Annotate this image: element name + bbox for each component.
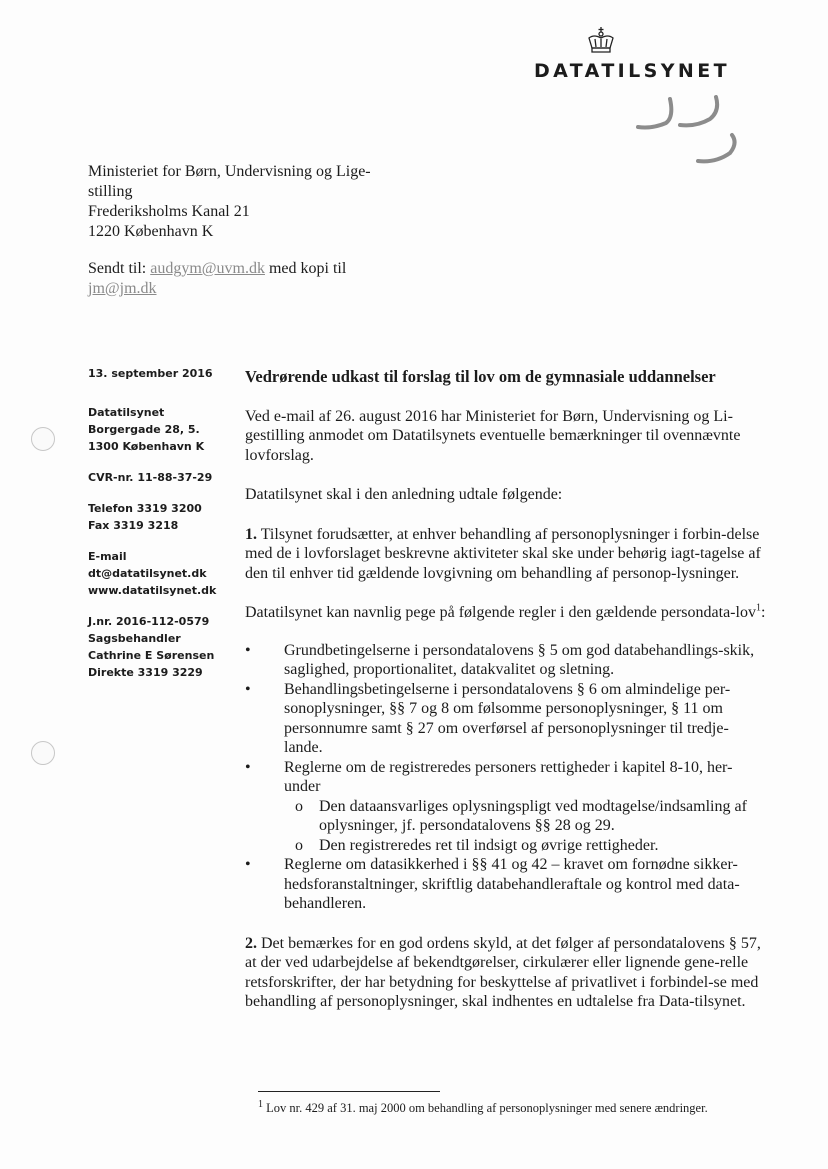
bullet-icon: • (245, 758, 251, 776)
copy-email-link[interactable]: jm@jm.dk (88, 280, 157, 297)
sublist-item (245, 797, 767, 836)
sublist-item-text: Den registreredes ret til indsigt og øvrige rettigheder. (319, 836, 659, 854)
circle-bullet-icon: o (295, 836, 303, 854)
point-1-paragraph (245, 525, 767, 584)
logo-wordmark: DATATILSYNET (534, 60, 730, 82)
rights-sublist (245, 797, 767, 856)
letter-body (245, 367, 767, 1032)
rules-intro-paragraph (245, 603, 767, 623)
cvr-number: CVR-nr. 11-88-37-29 (88, 471, 213, 484)
point-1-number: 1. (245, 525, 257, 543)
org-website: www.datatilsynet.dk (88, 584, 217, 597)
list-item-text: Reglerne om de registreredes personers rettigheder i kapitel 8-10, her-under (284, 758, 733, 795)
list-item-text: Behandlingsbetingelserne i persondatalovens § 6 om almindelige per-sonoplysninger, §§ 7 og 8 om følsomme personoplysninger, § 11 om personnumre samt § 27 om overførsel af personoplysninger til tredje-lande. (284, 680, 731, 756)
bullet-icon: • (245, 856, 251, 873)
point-2-number: 2. (245, 934, 257, 952)
footnote-divider (258, 1091, 440, 1092)
address-line: Frederiksholms Kanal 21 (88, 203, 250, 220)
list-item (245, 855, 767, 914)
fax-number: Fax 3319 3218 (88, 519, 179, 532)
recipient-address (88, 162, 408, 242)
list-item (245, 680, 767, 758)
rules-list (245, 641, 767, 914)
org-email: dt@datatilsynet.dk (88, 567, 207, 580)
letter-date: 13. september 2016 (88, 367, 213, 380)
punch-hole (31, 427, 55, 451)
org-name: Datatilsynet (88, 406, 165, 419)
intro-paragraph: Ved e-mail af 26. august 2016 har Ministeriet for Børn, Undervisning og Li-gestilling anmodet om Datatilsynets eventuelle bemærkninger til ovennævnte lovforslag. (245, 407, 741, 464)
footnote-number: 1 (258, 1098, 263, 1110)
sender-details (88, 365, 238, 681)
direct-phone: Direkte 3319 3229 (88, 666, 203, 679)
sent-to (88, 259, 408, 299)
punch-hole (31, 741, 55, 765)
phone-number: Telefon 3319 3200 (88, 502, 202, 515)
sent-middle: med kopi til (264, 260, 347, 277)
sublist-item (245, 836, 767, 856)
sent-prefix: Sendt til: (88, 260, 151, 277)
crown-icon (585, 26, 617, 56)
address-line: 1220 København K (88, 223, 214, 240)
footnote (258, 1098, 758, 1116)
bullet-icon: • (245, 641, 251, 659)
rules-colon: : (760, 604, 766, 621)
rules-intro-text: Datatilsynet kan navnlig pege på følgende regler i den gældende persondata-lov (245, 604, 756, 621)
list-item (245, 641, 767, 680)
list-item-text: Grundbetingelserne i persondatalovens § 5 om god databehandlings-skik, saglighed, proportionalitet, datakvalitet og sletning. (284, 641, 755, 678)
org-street: Borgergade 28, 5. (88, 423, 200, 436)
list-item (245, 758, 767, 856)
bullet-icon: • (245, 680, 251, 698)
point-2-text: Det bemærkes for en god ordens skyld, at det følger af persondatalovens § 57, at der ved udarbejdelse af bekendtgørelser, cirkulærer eller lignende gene-relle retsforskrifter, der har betydning for beskyttelse af privatlivet i forbindel-se med behandling af personoplysninger, skal indhentes en udtalelse fra Data-tilsynet. (245, 934, 761, 1010)
point-1-text: Tilsynet forudsætter, at enhver behandling af personoplysninger i forbin-delse med de i lovforslaget beskrevne aktiviteter skal ske under behørig iagt-tagelse af den til enhver tid gældende lovgivning om behandling af personop-lysninger. (245, 525, 761, 582)
journal-number: J.nr. 2016-112-0579 (88, 615, 210, 628)
org-city: 1300 København K (88, 440, 205, 453)
caseworker-name: Cathrine E Sørensen (88, 649, 215, 662)
footnote-ref: 1 (755, 602, 761, 614)
list-item-text: Reglerne om datasikkerhed i §§ 41 og 42 – kravet om fornødne sikker-hedsforanstaltninger, skriftlig databehandleraftale og kontrol med data-behandleren. (284, 856, 740, 912)
point-2-paragraph (245, 934, 767, 1012)
caseworker-label: Sagsbehandler (88, 632, 181, 645)
email-label: E-mail (88, 550, 127, 563)
sublist-item-text: Den dataansvarliges oplysningspligt ved modtagelse/indsamling af oplysninger, jf. persondatalovens §§ 28 og 29. (319, 797, 747, 834)
letter-subject: Vedrørende udkast til forslag til lov om de gymnasiale uddannelser (245, 367, 716, 386)
statement-paragraph: Datatilsynet skal i den anledning udtale følgende: (245, 486, 563, 503)
sent-email-link[interactable]: audgym@uvm.dk (150, 260, 265, 277)
footnote-text: Lov nr. 429 af 31. maj 2000 om behandling af personoplysninger med senere ændringer. (263, 1101, 708, 1115)
circle-bullet-icon: o (295, 797, 303, 815)
handwritten-mark (630, 95, 740, 170)
address-line: Ministeriet for Børn, Undervisning og Lige- (88, 163, 371, 180)
address-line: stilling (88, 183, 133, 200)
